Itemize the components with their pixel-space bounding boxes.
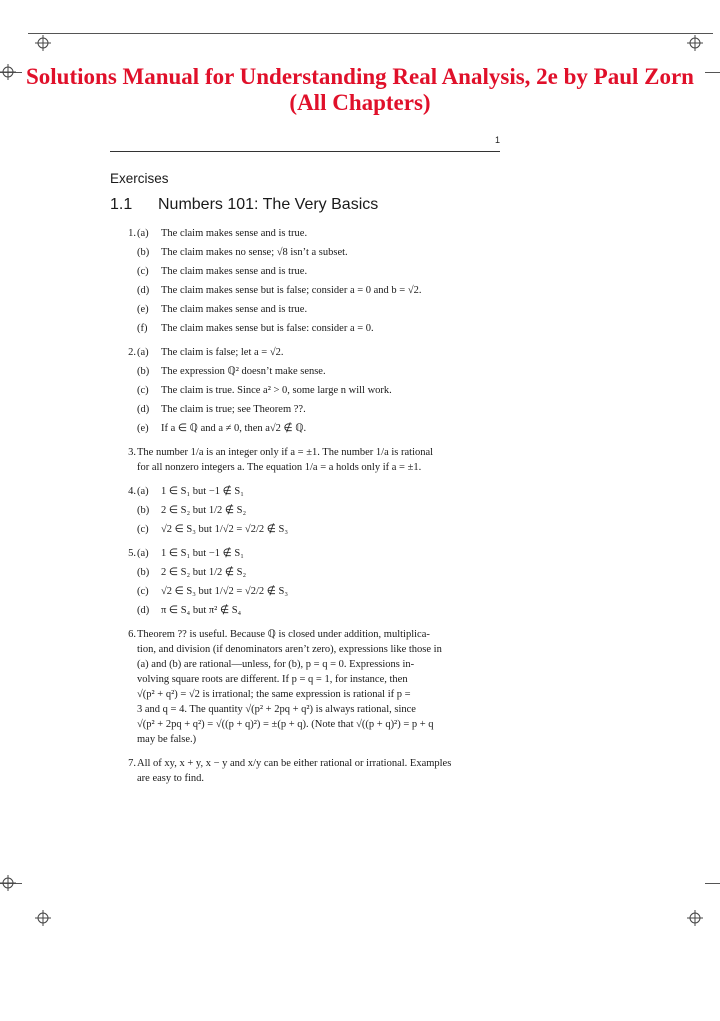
part-label: (f) <box>137 323 148 334</box>
part-label: (d) <box>137 285 150 296</box>
part-label: (b) <box>137 505 150 516</box>
exercise-part <box>137 383 500 398</box>
exercise-number: 5. <box>128 548 136 559</box>
crop-line-right-top <box>705 72 720 73</box>
exercise-part <box>137 484 500 499</box>
exercise-number: 7. <box>128 758 136 769</box>
chapter-heading: Exercises <box>110 171 169 186</box>
exercise-number: 2. <box>128 347 136 358</box>
part-label: (e) <box>137 423 149 434</box>
part-text: The claim is false; let a = √2. <box>161 347 284 358</box>
crop-line-right-bottom <box>705 883 720 884</box>
exercise-number: 1. <box>128 228 136 239</box>
paragraph-line: for all nonzero integers a. The equation 1/a = a holds only if a = ±1. <box>137 462 422 473</box>
exercise-part <box>137 565 500 580</box>
exercise-part <box>137 546 500 561</box>
exercise-part <box>137 503 500 518</box>
part-label: (d) <box>137 605 150 616</box>
paragraph-line: tion, and division (if denominators aren’t zero), expressions like those in <box>137 644 442 655</box>
paragraph-line: The number 1/a is an integer only if a = ±1. The number 1/a is rational <box>137 447 434 458</box>
part-text: The claim makes sense and is true. <box>161 304 308 315</box>
part-text: The claim is true. Since a² > 0, some large n will work. <box>161 385 392 396</box>
part-label: (a) <box>137 486 149 497</box>
exercise-part <box>137 522 500 537</box>
exercise-part <box>137 364 500 379</box>
part-text: The claim makes sense but is false; consider a = 0 and b = √2. <box>161 285 422 296</box>
exercise-part <box>137 603 500 618</box>
exercise-1 <box>110 226 500 336</box>
part-text: The expression ℚ² doesn’t make sense. <box>161 366 326 377</box>
part-text: π ∈ S₄ but π² ∉ S₄ <box>161 605 242 616</box>
paragraph-line: √(p² + 2pq + q²) = √((p + q)²) = ±(p + q). (Note that √((p + q)²) = p + q <box>137 719 434 730</box>
exercise-part <box>137 584 500 599</box>
header-rule <box>110 151 500 152</box>
part-label: (a) <box>137 228 149 239</box>
part-label: (a) <box>137 347 149 358</box>
registration-mark-icon <box>0 875 16 891</box>
exercise-number: 4. <box>128 486 136 497</box>
exercise-5 <box>110 546 500 618</box>
exercise-list <box>110 226 500 795</box>
registration-mark-icon <box>35 35 51 51</box>
exercise-part <box>137 283 500 298</box>
section-number: 1.1 <box>110 196 133 213</box>
exercise-part <box>137 226 500 241</box>
part-text: 2 ∈ S₂ but 1/2 ∉ S₂ <box>161 567 247 578</box>
part-text: The claim is true; see Theorem ??. <box>161 404 306 415</box>
exercise-part <box>137 245 500 260</box>
exercise-part <box>137 264 500 279</box>
paragraph-line: may be false.) <box>137 734 197 745</box>
part-text: √2 ∈ S₃ but 1/√2 = √2/2 ∉ S₃ <box>161 524 289 535</box>
part-label: (c) <box>137 266 149 277</box>
exercise-2 <box>110 345 500 436</box>
exercise-7 <box>110 756 500 786</box>
registration-mark-icon <box>35 910 51 926</box>
registration-mark-icon <box>687 35 703 51</box>
paragraph-line: (a) and (b) are rational—unless, for (b), p = q = 0. Expressions in- <box>137 659 415 670</box>
section-heading <box>110 196 378 214</box>
exercise-part <box>137 321 500 336</box>
part-text: √2 ∈ S₃ but 1/√2 = √2/2 ∉ S₃ <box>161 586 289 597</box>
document-title: Solutions Manual for Understanding Real Analysis, 2e by Paul Zorn (All Chapters) <box>26 64 694 115</box>
exercise-4 <box>110 484 500 537</box>
part-text: 1 ∈ S₁ but −1 ∉ S₁ <box>161 486 244 497</box>
paragraph-line: All of xy, x + y, x − y and x/y can be either rational or irrational. Examples <box>137 758 452 769</box>
part-label: (e) <box>137 304 149 315</box>
exercise-part <box>137 402 500 417</box>
part-text: 2 ∈ S₂ but 1/2 ∉ S₂ <box>161 505 247 516</box>
part-text: If a ∈ ℚ and a ≠ 0, then a√2 ∉ ℚ. <box>161 423 307 434</box>
crop-line-top <box>28 33 713 34</box>
part-label: (a) <box>137 548 149 559</box>
exercise-number: 6. <box>128 629 136 640</box>
paragraph-line: Theorem ?? is useful. Because ℚ is closed under addition, multiplica- <box>137 629 430 640</box>
part-label: (b) <box>137 366 150 377</box>
registration-mark-icon <box>0 64 16 80</box>
paragraph-line: √(p² + q²) = √2 is irrational; the same expression is rational if p = <box>137 689 411 700</box>
exercise-3 <box>110 445 500 475</box>
part-label: (c) <box>137 385 149 396</box>
paragraph-line: are easy to find. <box>137 773 205 784</box>
registration-mark-icon <box>687 910 703 926</box>
section-title: Numbers 101: The Very Basics <box>158 196 379 213</box>
part-text: The claim makes no sense; √8 isn’t a subset. <box>161 247 348 258</box>
exercise-part <box>137 421 500 436</box>
part-label: (b) <box>137 567 150 578</box>
part-text: The claim makes sense and is true. <box>161 266 308 277</box>
part-text: The claim makes sense but is false: consider a = 0. <box>161 323 374 334</box>
part-label: (c) <box>137 586 149 597</box>
exercise-part <box>137 302 500 317</box>
paragraph-line: volving square roots are different. If p = q = 1, for instance, then <box>137 674 408 685</box>
part-label: (b) <box>137 247 150 258</box>
part-text: 1 ∈ S₁ but −1 ∉ S₁ <box>161 548 244 559</box>
paragraph-line: 3 and q = 4. The quantity √(p² + 2pq + q²) is always rational, since <box>137 704 416 715</box>
part-text: The claim makes sense and is true. <box>161 228 308 239</box>
exercise-6 <box>110 627 500 747</box>
page-number: 1 <box>494 135 500 145</box>
exercise-number: 3. <box>128 447 136 458</box>
part-label: (c) <box>137 524 149 535</box>
part-label: (d) <box>137 404 150 415</box>
exercise-part <box>137 345 500 360</box>
